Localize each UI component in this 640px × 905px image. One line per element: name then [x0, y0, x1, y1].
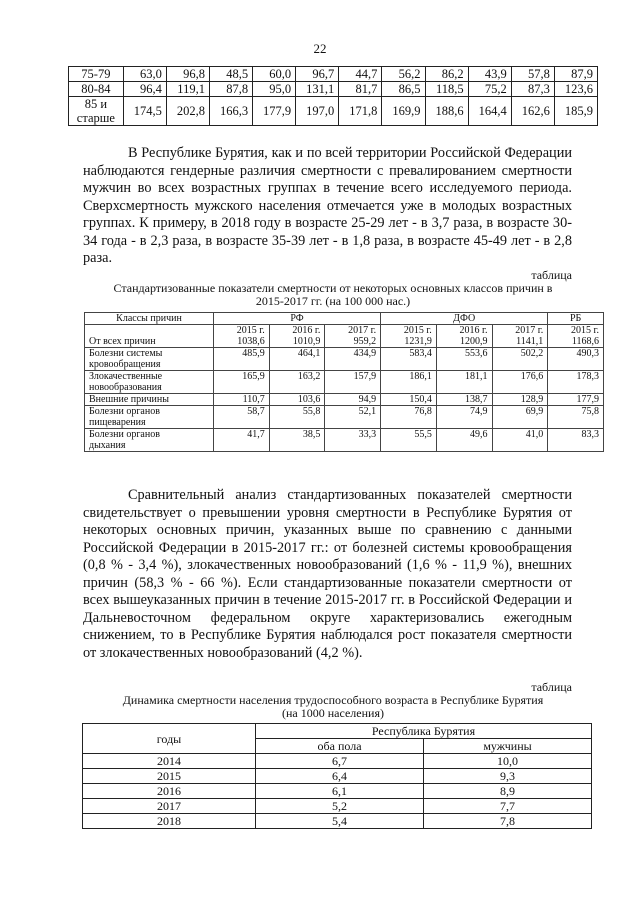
value-cell: 86,2: [425, 67, 468, 82]
table-row: [69, 67, 598, 82]
year-header: 2017 г.: [515, 325, 544, 336]
value-cell: 96,4: [123, 82, 166, 97]
year-value-cell: [269, 325, 325, 348]
value-cell: 87,9: [554, 67, 597, 82]
cause-name-cell: [85, 348, 214, 371]
men-cell: 7,7: [424, 799, 592, 814]
value-cell: 181,1: [436, 371, 492, 394]
table-3-title: [68, 694, 598, 720]
age-group-line1: 85 и: [84, 97, 108, 111]
value-cell: 162,6: [511, 97, 554, 126]
cause-name-line2: кровообращения: [89, 359, 161, 370]
value-cell: 169,9: [382, 97, 425, 126]
value-cell: 48,5: [209, 67, 252, 82]
col-class-header: Классы причин: [85, 313, 214, 325]
value-cell: 52,1: [325, 406, 381, 429]
table-2-title-line2: 2015-2017 гг. (на 100 000 нас.): [255, 294, 411, 308]
value-cell: 81,7: [339, 82, 382, 97]
value-cell: 57,8: [511, 67, 554, 82]
age-group-cell: 75-79: [69, 67, 124, 82]
men-cell: 7,8: [424, 814, 592, 829]
year-value-cell: [325, 325, 381, 348]
table-2-title-line1: Стандартизованные показатели смертности от некоторых основных классов причин в: [113, 281, 553, 295]
col-years-header: годы: [83, 724, 256, 754]
year-value-cell: [381, 325, 437, 348]
value-cell: 75,2: [468, 82, 511, 97]
value-cell: 464,1: [269, 348, 325, 371]
col-men-header: мужчины: [424, 739, 592, 754]
year-value-cell: [492, 325, 548, 348]
age-mortality-table: [68, 66, 598, 126]
table-row: [85, 406, 604, 429]
all-causes-value: 1231,9: [404, 336, 432, 347]
all-causes-value: 1010,9: [292, 336, 321, 347]
value-cell: 185,9: [554, 97, 597, 126]
paragraph-gender-differences: [83, 145, 572, 268]
table-row: [83, 799, 592, 814]
table-2-title: [68, 282, 598, 308]
value-cell: 123,6: [554, 82, 597, 97]
both-sexes-cell: 6,4: [256, 769, 424, 784]
value-cell: 131,1: [296, 82, 339, 97]
value-cell: 177,9: [253, 97, 296, 126]
cause-name-cell: [85, 371, 214, 394]
value-cell: 55,5: [381, 429, 437, 452]
value-cell: 150,4: [381, 394, 437, 406]
value-cell: 171,8: [339, 97, 382, 126]
table-row: [83, 814, 592, 829]
value-cell: 164,4: [468, 97, 511, 126]
value-cell: 58,7: [214, 406, 270, 429]
all-causes-value: 1168,6: [571, 336, 599, 347]
value-cell: 87,8: [209, 82, 252, 97]
value-cell: 41,0: [492, 429, 548, 452]
value-cell: 96,8: [166, 67, 209, 82]
value-cell: 178,3: [548, 371, 604, 394]
men-cell: 9,3: [424, 769, 592, 784]
working-age-mortality-table: [82, 723, 592, 829]
standardized-mortality-table: [84, 312, 604, 452]
value-cell: 502,2: [492, 348, 548, 371]
year-cell: 2016: [83, 784, 256, 799]
table-row: [85, 429, 604, 452]
cause-name-line1: Болезни органов: [89, 406, 160, 417]
both-sexes-cell: 6,1: [256, 784, 424, 799]
value-cell: 157,9: [325, 371, 381, 394]
value-cell: 177,9: [548, 394, 604, 406]
table-3-label: таблица: [531, 680, 572, 694]
value-cell: 96,7: [296, 67, 339, 82]
cause-name-line1: Внешние причины: [89, 394, 169, 405]
value-cell: 69,9: [492, 406, 548, 429]
age-group-cell: 80-84: [69, 82, 124, 97]
value-cell: 41,7: [214, 429, 270, 452]
page-number: 22: [313, 41, 327, 56]
table-3-header-row-1: [83, 724, 592, 739]
table-2-label: таблица: [531, 268, 572, 282]
table-3-title-line2: (на 1000 населения): [282, 706, 384, 720]
table-row: [83, 754, 592, 769]
value-cell: 118,5: [425, 82, 468, 97]
value-cell: 43,9: [468, 67, 511, 82]
men-cell: 10,0: [424, 754, 592, 769]
value-cell: 94,9: [325, 394, 381, 406]
paragraph-1-text: В Республике Бурятия, как и по всей территории Российской Федерации наблюдаются гендерные различия смертности с превалированием смертности мужчин во всех возрастных группах в течение всего исследуемого периода. Сверхсмертность мужского населения отмечается уже в молодых возрастных группах. К примеру, в 2018 году в возрасте 25-29 лет - в 3,7 раза, в возрасте 30-34 года - в 2,3 раза, в возрасте 35-39 лет - в 1,8 раза, в возрасте 45-49 лет - в 2,8 раза.: [83, 145, 572, 266]
value-cell: 197,0: [296, 97, 339, 126]
value-cell: 166,3: [209, 97, 252, 126]
all-causes-value: 1141,1: [516, 336, 544, 347]
value-cell: 110,7: [214, 394, 270, 406]
value-cell: 75,8: [548, 406, 604, 429]
col-both-header: оба пола: [256, 739, 424, 754]
all-causes-value: 959,2: [353, 336, 377, 347]
all-causes-value: 1200,9: [460, 336, 488, 347]
group-dfo-header: ДФО: [381, 313, 548, 325]
table-2-years-row: [85, 325, 604, 348]
cause-name-line2: пищеварения: [89, 417, 146, 428]
year-header: 2015 г.: [236, 325, 265, 336]
cause-name-line2: новообразования: [89, 382, 162, 393]
paragraph-comparative-analysis: [83, 487, 572, 662]
year-cell: 2014: [83, 754, 256, 769]
value-cell: 38,5: [269, 429, 325, 452]
paragraph-2-text: Сравнительный анализ стандартизованных показателей смертности свидетельствует о превышении уровня смертности в Республике Бурятия от некоторых основных причин, указанных выше по сравнению с данными Российской Федерации в 2015-2017 гг.: от болезней системы кровообращения (0,8 % - 3,4 %), злокачественных новообразований (1,6 % - 11,9 %), внешних причин (58,3 % - 66 %). Если стандартизованные показатели смертности от всех вышеуказанных причин в течение 2015-2017 гг. в Российской Федерации и Дальневосточном федеральном округе характеризовались ежегодным снижением, то в Республике Бурятия наблюдался рост показателя смертности от злокачественных новообразований (4,2 %).: [83, 487, 572, 661]
both-sexes-cell: 6,7: [256, 754, 424, 769]
value-cell: 174,5: [123, 97, 166, 126]
men-cell: 8,9: [424, 784, 592, 799]
year-header: 2016 г.: [459, 325, 488, 336]
value-cell: 119,1: [166, 82, 209, 97]
value-cell: 188,6: [425, 97, 468, 126]
year-header: 2015 г.: [403, 325, 432, 336]
year-header: 2017 г.: [348, 325, 377, 336]
table-2-group-header-row: [85, 313, 604, 325]
value-cell: 63,0: [123, 67, 166, 82]
both-sexes-cell: 5,2: [256, 799, 424, 814]
year-cell: 2017: [83, 799, 256, 814]
value-cell: 163,2: [269, 371, 325, 394]
group-rf-header: РФ: [214, 313, 381, 325]
value-cell: 49,6: [436, 429, 492, 452]
table-row: [83, 769, 592, 784]
value-cell: 128,9: [492, 394, 548, 406]
table-row: [83, 784, 592, 799]
value-cell: 60,0: [253, 67, 296, 82]
value-cell: 186,1: [381, 371, 437, 394]
row-all-causes-label: [85, 325, 214, 348]
cause-name-cell: [85, 429, 214, 452]
value-cell: 583,4: [381, 348, 437, 371]
group-buryatia-header: Республика Бурятия: [256, 724, 592, 739]
year-value-cell: [548, 325, 604, 348]
group-rb-header: РБ: [548, 313, 604, 325]
value-cell: 138,7: [436, 394, 492, 406]
value-cell: 490,3: [548, 348, 604, 371]
value-cell: 76,8: [381, 406, 437, 429]
value-cell: 176,6: [492, 371, 548, 394]
year-header: 2016 г.: [292, 325, 321, 336]
table-row: [85, 394, 604, 406]
year-header: 2015 г.: [571, 325, 599, 336]
value-cell: 86,5: [382, 82, 425, 97]
value-cell: 485,9: [214, 348, 270, 371]
all-causes-value: 1038,6: [237, 336, 265, 347]
age-group-line2: старше: [76, 111, 115, 125]
value-cell: 55,8: [269, 406, 325, 429]
cause-name-line1: Болезни органов: [89, 429, 160, 440]
year-value-cell: [436, 325, 492, 348]
row-all-causes-text: От всех причин: [89, 336, 156, 347]
value-cell: 83,3: [548, 429, 604, 452]
value-cell: 74,9: [436, 406, 492, 429]
table-row: [85, 371, 604, 394]
cause-name-line1: Злокачественные: [89, 371, 163, 382]
value-cell: 202,8: [166, 97, 209, 126]
value-cell: 95,0: [253, 82, 296, 97]
table-row: [69, 97, 598, 126]
value-cell: 33,3: [325, 429, 381, 452]
cause-name-cell: [85, 394, 214, 406]
value-cell: 56,2: [382, 67, 425, 82]
cause-name-line1: Болезни системы: [89, 348, 163, 359]
both-sexes-cell: 5,4: [256, 814, 424, 829]
value-cell: 434,9: [325, 348, 381, 371]
value-cell: 165,9: [214, 371, 270, 394]
value-cell: 553,6: [436, 348, 492, 371]
cause-name-cell: [85, 406, 214, 429]
year-cell: 2018: [83, 814, 256, 829]
table-row: [69, 82, 598, 97]
table-row: [85, 348, 604, 371]
year-cell: 2015: [83, 769, 256, 784]
value-cell: 87,3: [511, 82, 554, 97]
value-cell: 103,6: [269, 394, 325, 406]
year-value-cell: [214, 325, 270, 348]
cause-name-line2: дыхания: [89, 440, 126, 451]
value-cell: 44,7: [339, 67, 382, 82]
table-3-title-line1: Динамика смертности населения трудоспособного возраста в Республике Бурятия: [122, 693, 544, 707]
age-group-cell: [69, 97, 124, 126]
